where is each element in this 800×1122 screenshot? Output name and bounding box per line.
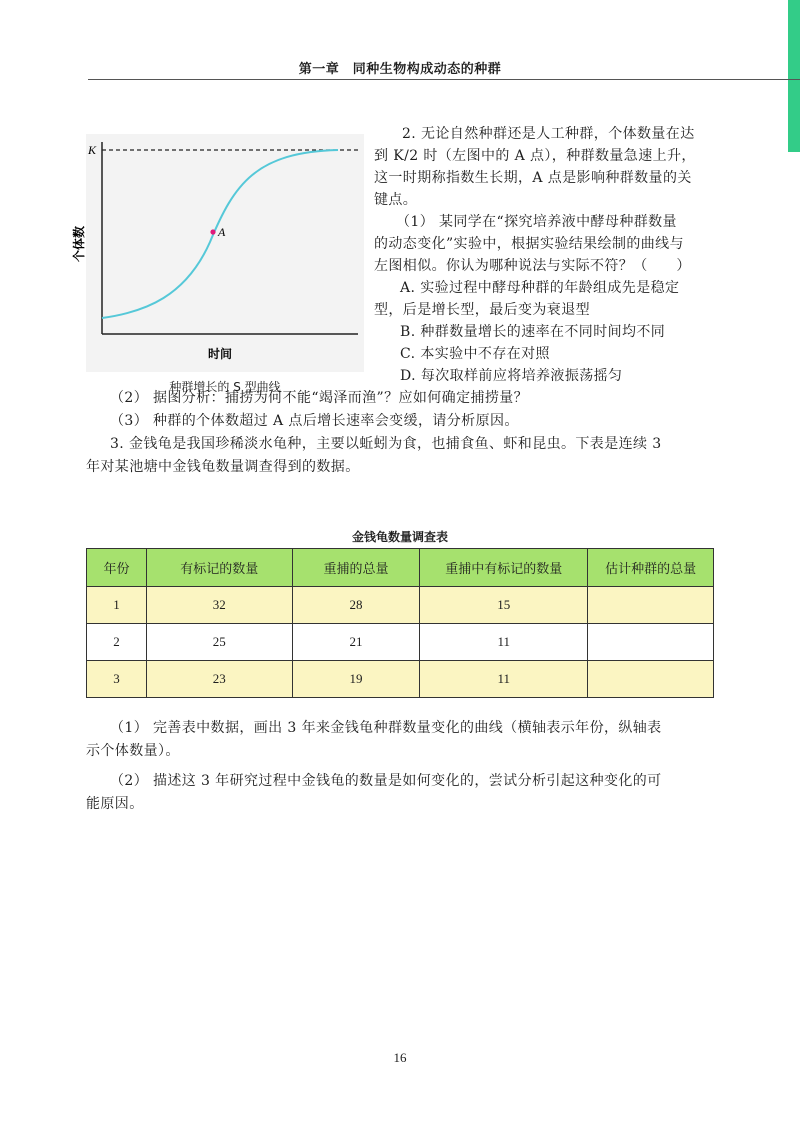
q3-intro-line-2: 年对某池塘中金钱龟数量调查得到的数据。 bbox=[86, 459, 360, 475]
cell-recapture-marked: 11 bbox=[420, 624, 588, 661]
table-row bbox=[87, 587, 714, 624]
header-recapture-total: 重捕的总量 bbox=[292, 549, 420, 587]
q2-option-a-line-1: A. 实验过程中酵母种群的年龄组成先是稳定 bbox=[400, 280, 680, 296]
cell-year: 1 bbox=[87, 587, 147, 624]
q3-sub1-line-2: 示个体数量）。 bbox=[86, 743, 180, 759]
q2-sub1-line-2: 的动态变化”实验中，根据实验结果绘制的曲线与 bbox=[374, 236, 684, 252]
header-estimated-population: 估计种群的总量 bbox=[588, 549, 714, 587]
chapter-edge-tab bbox=[788, 0, 800, 152]
cell-marked-count: 32 bbox=[146, 587, 292, 624]
figure-caption: 种群增长的 S 型曲线 bbox=[169, 380, 281, 394]
cell-recapture-marked: 15 bbox=[420, 587, 588, 624]
x-axis-label: 时间 bbox=[208, 347, 233, 361]
s-curve-figure bbox=[72, 134, 364, 372]
q2-sub1-line-3: 左图相似。你认为哪种说法与实际不符？（ ） bbox=[374, 258, 691, 274]
q2-option-d: D. 每次取样前应将培养液振荡摇匀 bbox=[400, 368, 623, 384]
q3-intro-line-1: 3. 金钱龟是我国珍稀淡水龟种，主要以蚯蚓为食，也捕食鱼、虾和昆虫。下表是连续 3 bbox=[110, 436, 662, 452]
q2-line-2: 到 K/2 时（左图中的 A 点），种群数量急速上升， bbox=[374, 148, 696, 164]
cell-recapture-total: 21 bbox=[292, 624, 420, 661]
cell-marked-count: 25 bbox=[146, 624, 292, 661]
q2-option-a-line-2: 型，后是增长型，最后变为衰退型 bbox=[374, 302, 590, 318]
y-axis-label: 个体数 bbox=[72, 225, 86, 262]
k-label: K bbox=[88, 143, 97, 157]
q2-option-c: C. 本实验中不存在对照 bbox=[400, 346, 550, 362]
page-number: 16 bbox=[393, 1050, 407, 1065]
header-recapture-marked: 重捕中有标记的数量 bbox=[420, 549, 588, 587]
cell-year: 3 bbox=[87, 661, 147, 698]
cell-recapture-total: 19 bbox=[292, 661, 420, 698]
q3-sub2-line-1: （2） 描述这 3 年研究过程中金钱龟的数量是如何变化的，尝试分析引起这种变化的可 bbox=[110, 773, 662, 789]
q2-sub2: （2） 据图分析：捕捞为何不能“竭泽而渔”？应如何确定捕捞量？ bbox=[110, 390, 529, 406]
s-curve-graph bbox=[72, 134, 364, 372]
header-marked-count: 有标记的数量 bbox=[146, 549, 292, 587]
cell-estimated-population[interactable] bbox=[588, 624, 714, 661]
survey-table bbox=[86, 548, 714, 698]
cell-marked-count: 23 bbox=[146, 661, 292, 698]
table-row bbox=[87, 661, 714, 698]
cell-recapture-total: 28 bbox=[292, 587, 420, 624]
cell-estimated-population[interactable] bbox=[588, 587, 714, 624]
q3-sub1-line-1: （1） 完善表中数据，画出 3 年来金钱龟种群数量变化的曲线（横轴表示年份，纵轴表 bbox=[110, 720, 662, 736]
q2-sub3: （3） 种群的个体数超过 A 点后增长速率会变缓，请分析原因。 bbox=[110, 413, 519, 429]
table-row bbox=[87, 624, 714, 661]
q2-line-4: 键点。 bbox=[374, 192, 418, 208]
q2-option-b: B. 种群数量增长的速率在不同时间均不同 bbox=[400, 324, 666, 340]
q2-sub1-line-1: （1） 某同学在“探究培养液中酵母种群数量 bbox=[396, 214, 677, 230]
header-rule bbox=[88, 79, 800, 80]
q2-line-3: 这一时期称指数生长期，A 点是影响种群数量的关 bbox=[374, 170, 692, 186]
table-header-row bbox=[87, 549, 714, 587]
cell-estimated-population[interactable] bbox=[588, 661, 714, 698]
q2-line-1: 2. 无论自然种群还是人工种群，个体数量在达 bbox=[402, 126, 695, 142]
cell-recapture-marked: 11 bbox=[420, 661, 588, 698]
cell-year: 2 bbox=[87, 624, 147, 661]
running-header: 第一章 同种生物构成动态的种群 bbox=[298, 62, 502, 77]
point-a-label: A bbox=[218, 225, 226, 239]
header-year: 年份 bbox=[87, 549, 147, 587]
table-title: 金钱龟数量调查表 bbox=[351, 530, 448, 544]
point-a-marker bbox=[210, 229, 215, 234]
q3-sub2-line-2: 能原因。 bbox=[86, 796, 144, 812]
